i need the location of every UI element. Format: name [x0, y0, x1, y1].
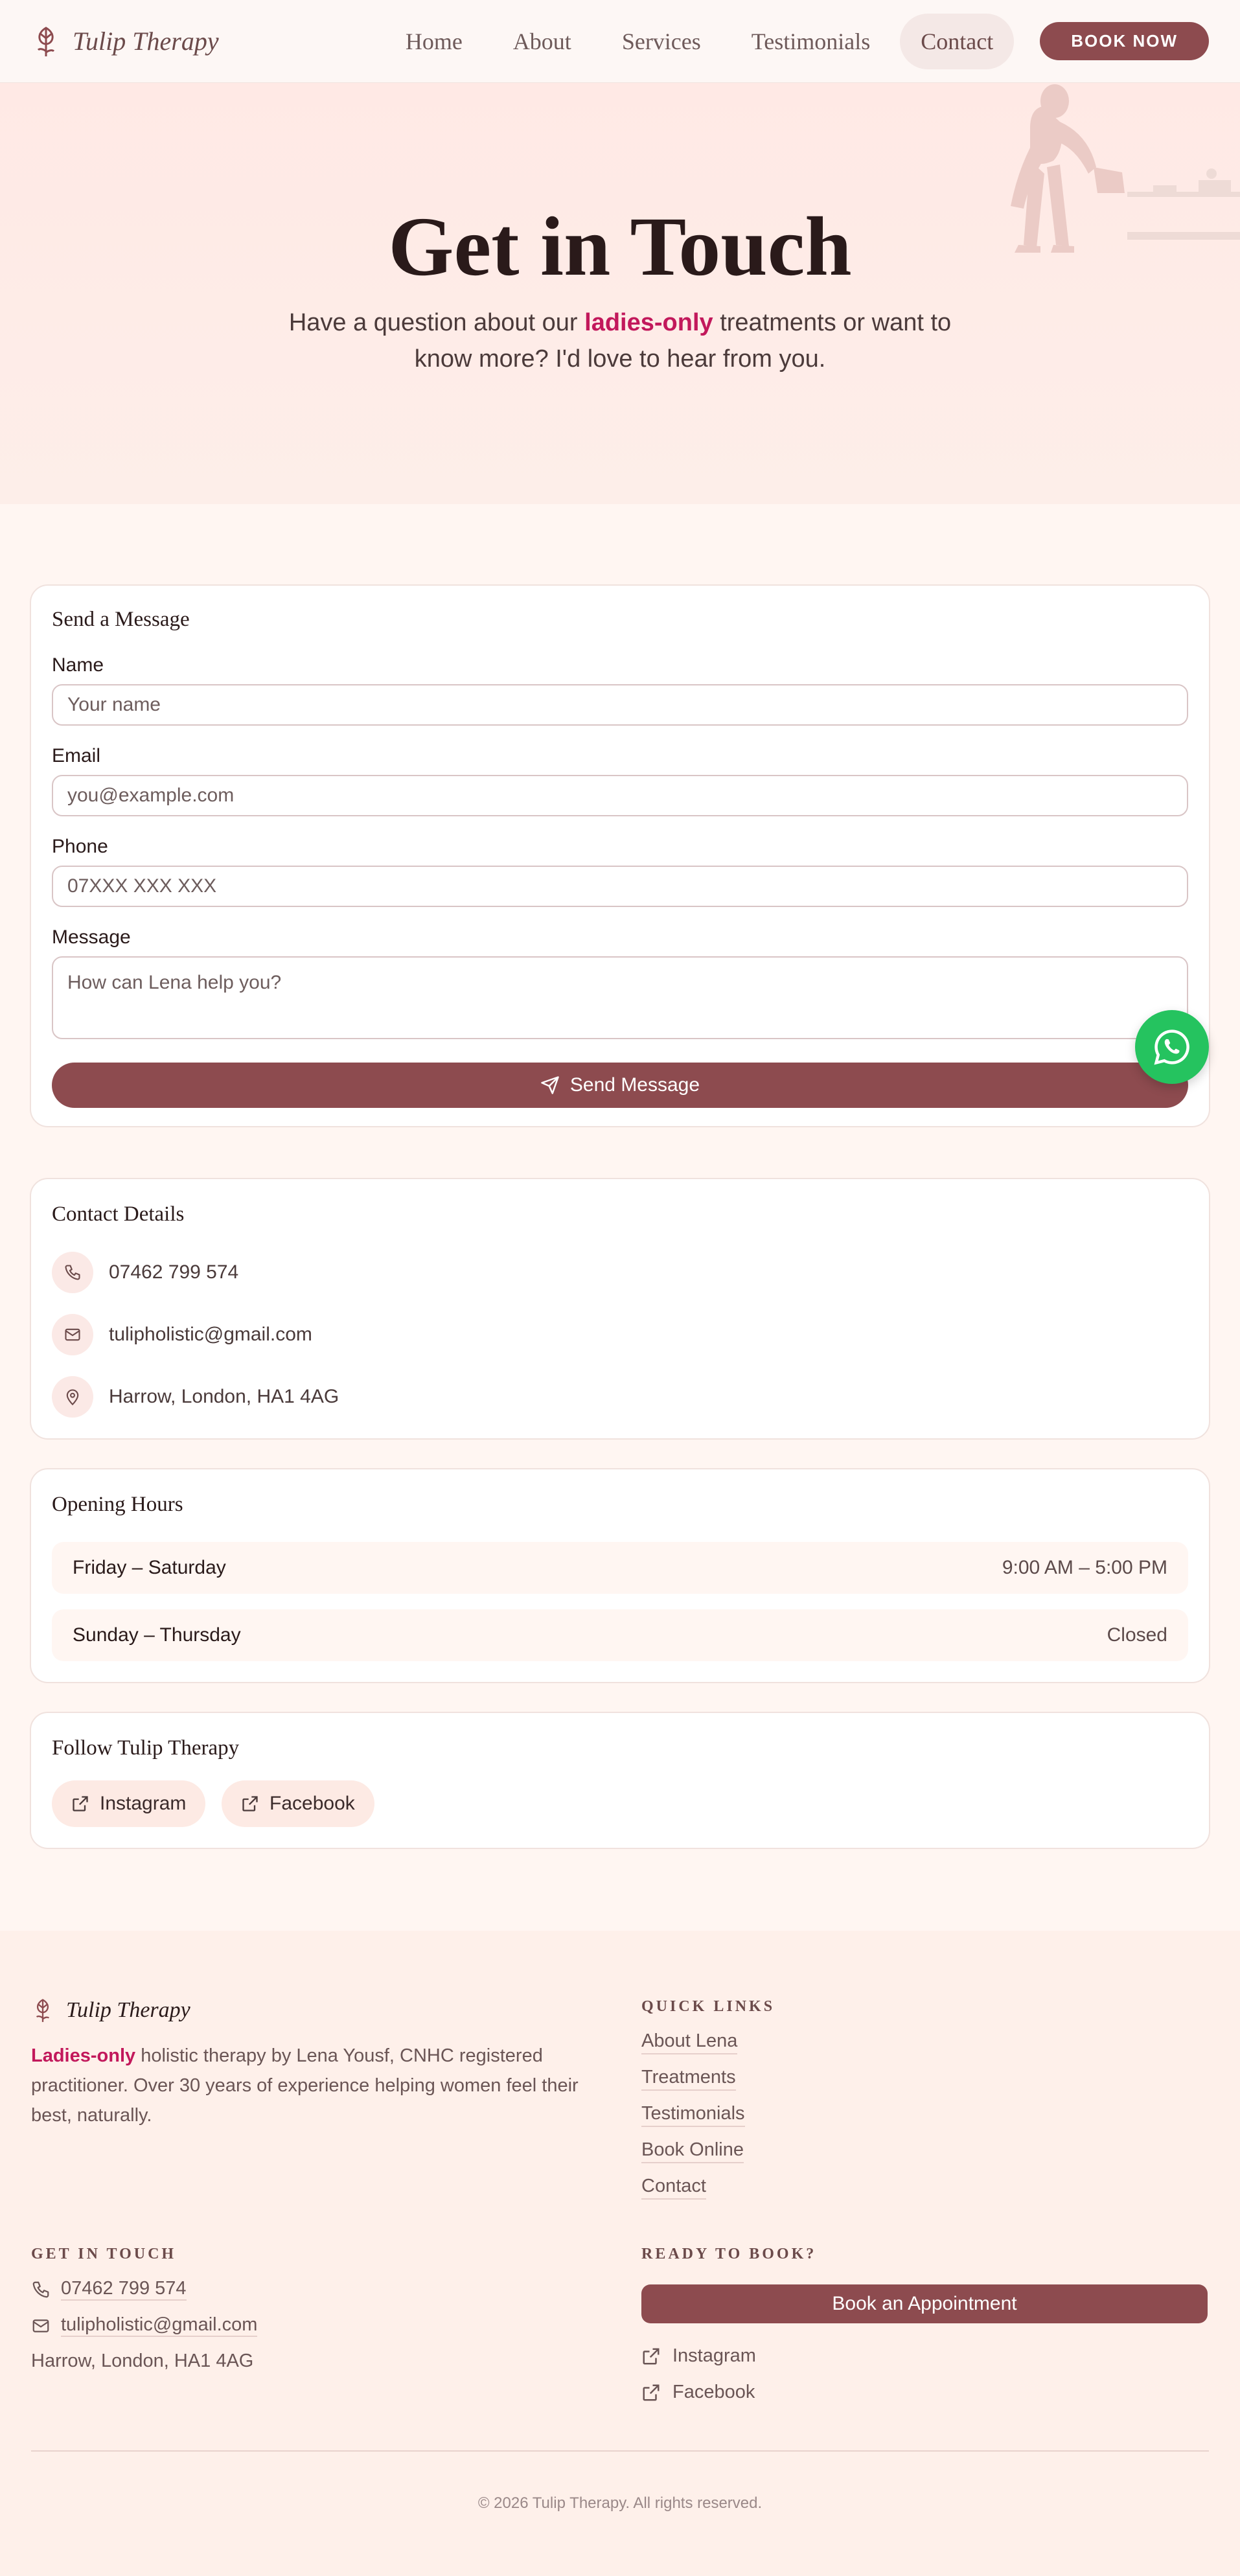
- hero-section: [0, 83, 1240, 504]
- hero-subtitle-highlight: ladies-only: [584, 309, 713, 336]
- hero-subtitle-post: treatments or want to know more? I'd love to hear from you.: [414, 309, 952, 373]
- footer-email[interactable]: [31, 2314, 257, 2337]
- opening-hours-title: Opening Hours: [52, 1493, 183, 1516]
- external-link-icon: [71, 1795, 89, 1813]
- footer-link-about[interactable]: About Lena: [641, 2030, 737, 2054]
- mail-icon: [52, 1314, 93, 1355]
- map-pin-icon: [52, 1376, 93, 1418]
- footer-desc-text: holistic therapy by Lena Yousf, CNHC registered practitioner. Over 30 years of experience helping women feel their best, naturally.: [31, 2045, 579, 2126]
- message-label: Message: [52, 926, 131, 948]
- opening-hours-card: [30, 1468, 1210, 1683]
- footer-link-testimonials[interactable]: Testimonials: [641, 2103, 745, 2127]
- footer-phone[interactable]: [31, 2278, 187, 2301]
- get-in-touch-heading: GET IN TOUCH: [31, 2246, 177, 2262]
- contact-form-card: [30, 584, 1210, 1127]
- hero-subtitle: [264, 305, 976, 377]
- nav-link-about[interactable]: About: [512, 28, 571, 54]
- footer-link-contact[interactable]: Contact: [641, 2176, 706, 2200]
- name-field[interactable]: Your name: [52, 684, 1188, 726]
- ready-to-book-heading: READY TO BOOK?: [641, 2246, 817, 2262]
- email-field[interactable]: you@example.com: [52, 775, 1188, 816]
- whatsapp-icon: [1153, 1028, 1191, 1066]
- contact-email-row[interactable]: [52, 1314, 312, 1355]
- quick-links-heading: QUICK LINKS: [641, 1998, 775, 2015]
- contact-email: tulipholistic@gmail.com: [109, 1324, 312, 1345]
- footer: [0, 1931, 1240, 2576]
- phone-label: Phone: [52, 836, 108, 857]
- phone-field[interactable]: 07XXX XXX XXX: [52, 866, 1188, 907]
- book-appointment-button[interactable]: Book an Appointment: [641, 2284, 1208, 2323]
- facebook-button[interactable]: [222, 1780, 374, 1827]
- hours-row: [52, 1542, 1188, 1594]
- brand-name: Tulip Therapy: [73, 27, 219, 56]
- footer-phone-text: 07462 799 574: [61, 2278, 187, 2301]
- hours-time: Closed: [1107, 1624, 1167, 1646]
- external-link-icon: [641, 2347, 661, 2366]
- follow-card: [30, 1712, 1210, 1849]
- instagram-label: Instagram: [100, 1793, 187, 1814]
- hours-row: [52, 1609, 1188, 1661]
- hours-day: Friday – Saturday: [73, 1557, 226, 1578]
- contact-phone: 07462 799 574: [109, 1261, 239, 1283]
- hero-subtitle-pre: Have a question about our: [288, 309, 585, 336]
- nav-link-home[interactable]: Home: [405, 28, 463, 54]
- contact-address: Harrow, London, HA1 4AG: [109, 1386, 339, 1407]
- nav-links: [385, 14, 1209, 69]
- follow-title: Follow Tulip Therapy: [52, 1736, 240, 1760]
- mail-icon: [31, 2316, 51, 2336]
- instagram-button[interactable]: [52, 1780, 205, 1827]
- book-now-button[interactable]: BOOK NOW: [1040, 22, 1209, 60]
- footer-instagram-link[interactable]: [641, 2345, 756, 2367]
- footer-facebook-link[interactable]: [641, 2382, 755, 2403]
- contact-details-card: [30, 1178, 1210, 1440]
- copyright: © 2026 Tulip Therapy. All rights reserved.: [477, 2494, 763, 2512]
- contact-details-title: Contact Details: [52, 1202, 185, 1226]
- tulip-icon: [31, 24, 61, 59]
- nav-link-services[interactable]: Services: [621, 28, 701, 54]
- message-field[interactable]: How can Lena help you?: [52, 956, 1188, 1039]
- footer-instagram-label: Instagram: [672, 2345, 756, 2366]
- external-link-icon: [641, 2383, 661, 2402]
- footer-email-text: tulipholistic@gmail.com: [61, 2314, 257, 2337]
- footer-link-treatments[interactable]: Treatments: [641, 2067, 736, 2091]
- external-link-icon: [241, 1795, 259, 1813]
- footer-address: [31, 2351, 253, 2372]
- nav-link-contact[interactable]: Contact: [900, 14, 1014, 69]
- page-title: Get in Touch: [388, 200, 852, 293]
- send-message-button[interactable]: [52, 1063, 1188, 1108]
- facebook-label: Facebook: [270, 1793, 355, 1814]
- hours-time: 9:00 AM – 5:00 PM: [1002, 1557, 1167, 1578]
- phone-icon: [52, 1252, 93, 1293]
- name-label: Name: [52, 654, 104, 676]
- nav-link-testimonials[interactable]: Testimonials: [751, 28, 871, 54]
- tulip-icon: [31, 1997, 54, 2024]
- footer-link-book-online[interactable]: Book Online: [641, 2139, 744, 2163]
- footer-divider: [31, 2450, 1209, 2452]
- footer-brand[interactable]: [31, 1997, 190, 2024]
- send-icon: [540, 1075, 560, 1095]
- contact-phone-row[interactable]: [52, 1252, 238, 1293]
- phone-icon: [31, 2280, 51, 2299]
- footer-address-text: Harrow, London, HA1 4AG: [31, 2351, 254, 2371]
- brand[interactable]: [31, 24, 219, 59]
- footer-desc-highlight: Ladies-only: [31, 2045, 136, 2066]
- whatsapp-button[interactable]: [1135, 1010, 1209, 1084]
- send-message-label: Send Message: [569, 1074, 700, 1096]
- footer-description: [31, 2041, 588, 2130]
- form-title: Send a Message: [52, 608, 190, 631]
- footer-brand-name: Tulip Therapy: [66, 1998, 190, 2022]
- hours-day: Sunday – Thursday: [73, 1624, 241, 1646]
- email-label: Email: [52, 745, 101, 766]
- footer-facebook-label: Facebook: [672, 2382, 755, 2402]
- contact-address-row: [52, 1376, 339, 1418]
- top-navbar: [0, 0, 1240, 83]
